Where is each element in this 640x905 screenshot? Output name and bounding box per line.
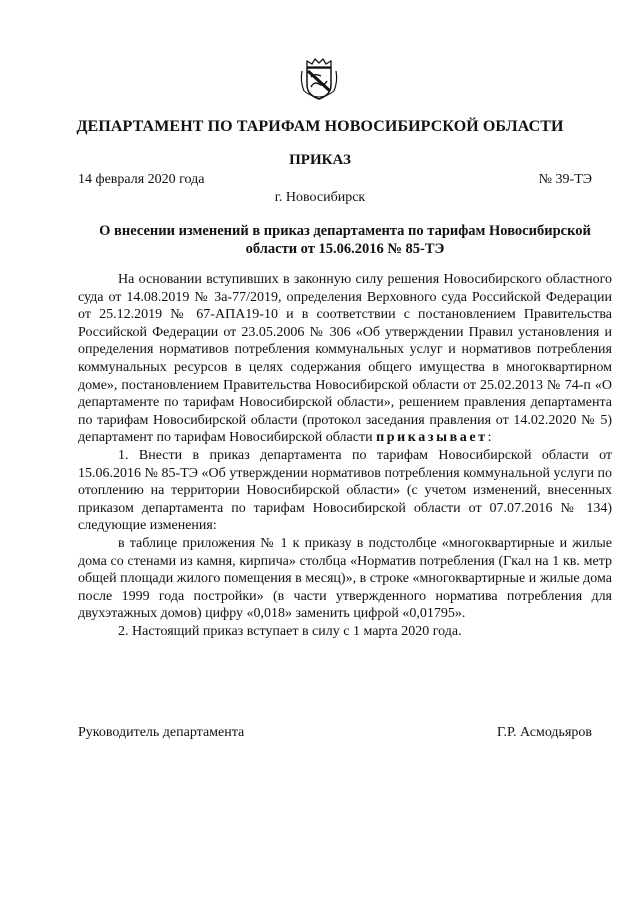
order-city: г. Новосибирск xyxy=(274,190,366,205)
novosibirsk-coat-of-arms-icon xyxy=(299,57,339,101)
preamble-paragraph xyxy=(78,271,612,447)
order-body xyxy=(78,271,612,640)
signatory-position: Руководитель департамента xyxy=(78,725,245,740)
department-name: ДЕПАРТАМЕНТ ПО ТАРИФАМ НОВОСИБИРСКОЙ ОБЛАСТИ xyxy=(76,118,564,135)
item-2-paragraph: 2. Настоящий приказ вступает в силу с 1 марта 2020 года. xyxy=(118,623,462,639)
item-1-detail-paragraph: в таблице приложения № 1 к приказу в подстолбце «многоквартирные и жилые дома со стенами из камня, кирпича» столбца «Норматив потребления (Гкал на 1 кв. метр общей площади жилого помещения в месяц)», в строке «многоквартирные и жилые дома после 1999 года постройки» (в части утвержденного норматива потребления для двухэтажных домов) цифру «0,018» заменить цифрой «0,01795». xyxy=(78,535,612,622)
subject-line-1: О внесении изменений в приказ департамента по тарифам Новосибирской xyxy=(99,223,591,239)
item-1-paragraph: 1. Внести в приказ департамента по тарифам Новосибирской области от 15.06.2016 № 85-ТЭ «Об утверждении нормативов потребления коммунальной услуги по отоплению на территории Новосибирской области» (с учетом изменений, внесенных приказом департамента по тарифам Новосибирской области от 07.07.2016 № 134) следующие изменения: xyxy=(78,447,612,534)
preamble-end: : xyxy=(487,430,492,446)
order-title: ПРИКАЗ xyxy=(289,152,351,168)
preamble-text: На основании вступивших в законную силу решения Новосибирского областного суда от 14.08.2019 № 3а-77/2019, определения Верховного суда Российской Федерации от 25.12.2019 № 67-АПА19-10 и в соответствии с постановлением Правительства Российской Федерации от 23.05.2006 № 306 «Об утверждении Правил установления и определения нормативов потребления коммунальных услуг и нормативов потребления коммунальных ресурсов в целях содержания общего имущества в многоквартирном доме», постановлением Правительства Новосибирской области от 25.02.2013 № 74-п «О департаменте по тарифам Новосибирской области», решением правления департамента по тарифам Новосибирской области (протокол заседания правления от 14.02.2020 № 5) департамент по тарифам Новосибирской области xyxy=(78,272,612,446)
subject-line-2: области от 15.06.2016 № 85-ТЭ xyxy=(245,241,445,257)
order-subject xyxy=(78,222,612,258)
order-date: 14 февраля 2020 года xyxy=(78,172,205,187)
order-number: № 39-ТЭ xyxy=(538,172,592,187)
prikazyvaet-word: приказывает xyxy=(376,430,488,446)
signatory-name: Г.Р. Асмодьяров xyxy=(496,725,592,740)
